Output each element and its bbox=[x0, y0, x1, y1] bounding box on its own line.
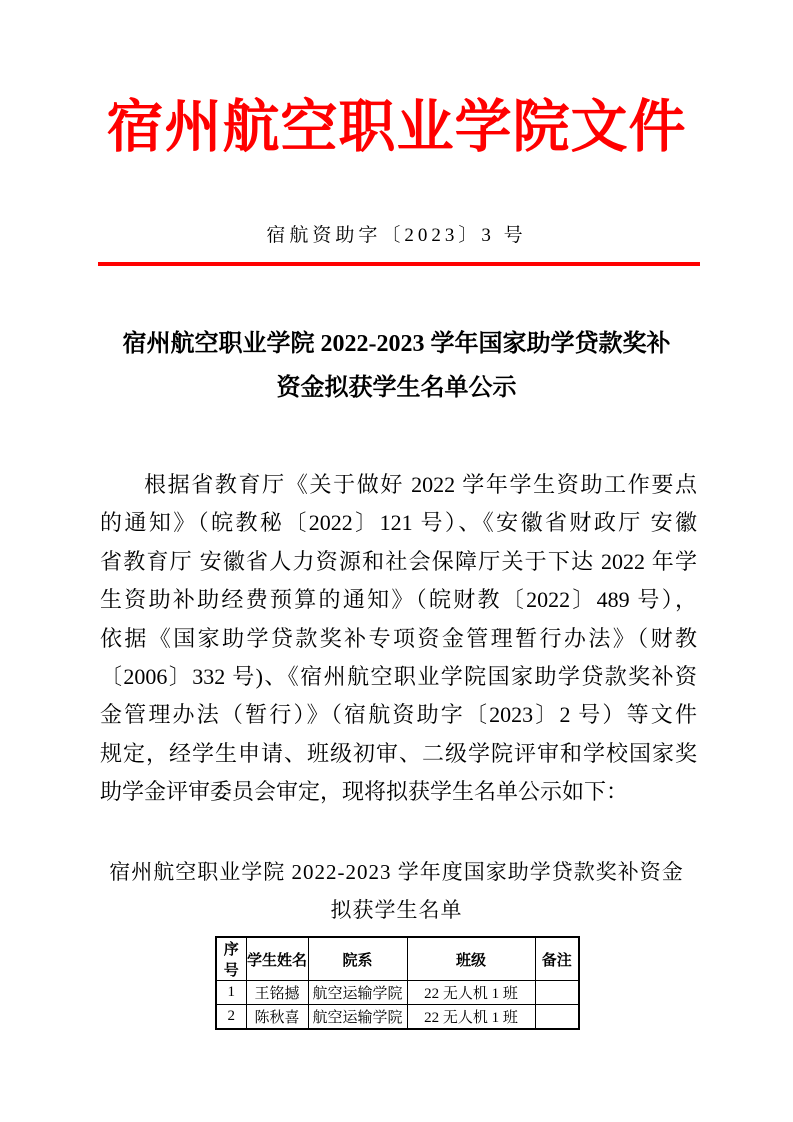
body-line: 助学金评审委员会审定，现将拟获学生名单公示如下： bbox=[100, 779, 629, 805]
col-header-remark: 备注 bbox=[535, 937, 579, 981]
body-line: 省教育厅 安徽省人力资源和社会保障厅关于下达 2022 年学 bbox=[100, 548, 697, 574]
body-line: 的通知》（皖教秘〔2022〕121 号）、《安徽省财政厅 安徽 bbox=[100, 510, 697, 536]
cell-department: 航空运输学院 bbox=[308, 981, 407, 1005]
doc-number: 宿航资助字〔2023〕3 号 bbox=[266, 225, 527, 246]
cell-student-name: 陈秋喜 bbox=[246, 1005, 308, 1030]
col-header-index: 序号 bbox=[216, 937, 246, 981]
cell-remark bbox=[535, 1005, 579, 1030]
body-line: 根据省教育厅《关于做好 2022 学年学生资助工作要点 bbox=[144, 472, 697, 497]
body-line: 〔2006〕332 号)、《宿州航空职业学院国家助学贷款奖补资 bbox=[100, 663, 697, 689]
notice-body bbox=[100, 466, 697, 812]
body-line: 生资助补助经费预算的通知》（皖财教〔2022〕489 号）， bbox=[100, 587, 697, 613]
body-line: 依据《国家助学贷款奖补专项资金管理暂行办法》（财教 bbox=[100, 625, 697, 651]
roster-section-title bbox=[80, 853, 713, 929]
red-divider-line bbox=[98, 262, 700, 266]
body-line: 金管理办法（暂行）》（宿航资助字〔2023〕2 号）等文件 bbox=[100, 702, 697, 728]
roster-title-line2: 拟获学生名单 bbox=[330, 898, 463, 922]
col-header-student-name: 学生姓名 bbox=[246, 937, 308, 981]
cell-index: 2 bbox=[216, 1005, 246, 1030]
col-header-department: 院系 bbox=[308, 937, 407, 981]
cell-index: 1 bbox=[216, 981, 246, 1005]
cell-remark bbox=[535, 981, 579, 1005]
notice-title bbox=[80, 322, 713, 410]
table-row bbox=[216, 981, 579, 1005]
cell-student-name: 王铭撼 bbox=[246, 981, 308, 1005]
org-title: 宿州航空职业学院文件 bbox=[106, 96, 687, 159]
body-line: 规定，经学生申请、班级初审、二级学院评审和学校国家奖 bbox=[100, 740, 697, 766]
notice-title-line1: 宿州航空职业学院 2022-2023 学年国家助学贷款奖补 bbox=[122, 331, 671, 357]
roster-table bbox=[215, 936, 580, 1030]
table-header-row bbox=[216, 937, 579, 981]
cell-department: 航空运输学院 bbox=[308, 1005, 407, 1030]
table-row bbox=[216, 1005, 579, 1030]
notice-title-line2: 资金拟获学生名单公示 bbox=[276, 375, 517, 401]
roster-title-line1: 宿州航空职业学院 2022-2023 学年度国家助学贷款奖补资金 bbox=[109, 860, 684, 884]
col-header-class: 班级 bbox=[407, 937, 535, 981]
cell-class: 22 无人机 1 班 bbox=[407, 981, 535, 1005]
cell-class: 22 无人机 1 班 bbox=[407, 1005, 535, 1030]
